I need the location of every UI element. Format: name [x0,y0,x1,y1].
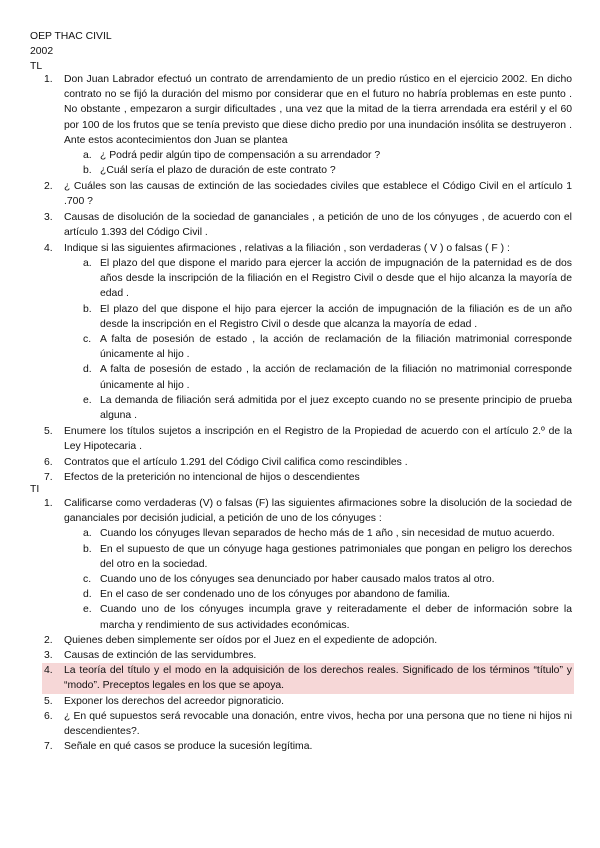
sub-question [83,587,572,602]
sub-question [83,256,572,302]
header-title: OEP THAC CIVIL [30,31,112,42]
question-number: 7. [44,741,53,753]
sub-question-text: En el caso de ser condenado uno de los cónyuges por abandono de familia. [100,589,451,601]
sub-question [83,542,572,572]
sub-question-letter: b. [83,543,92,555]
sub-question-letter: d. [83,589,92,601]
question-text: Causas de extinción de las servidumbres. [64,650,257,662]
sub-question-text: Cuando uno de los cónyuges sea denunciado por haber causado malos tratos al otro. [100,574,495,586]
tl-question-6 [44,455,572,470]
sub-question-letter: c. [83,574,92,586]
question-text: Calificarse como verdaderas (V) o falsas (F) las siguientes afirmaciones sobre la disolución de la sociedad de gananciales por decisión judicial, a petición de uno de los cónyuges : [64,498,572,525]
sub-question [83,393,572,423]
tl-question-7 [44,470,572,485]
sub-question [83,148,572,163]
question-number: 1. [44,498,53,509]
sub-question-letter: a. [83,257,92,269]
ti-question-list [44,496,572,754]
sub-question-text: Cuando los cónyuges llevan separados de hecho más de 1 año , sin necesidad de mutuo acuerdo. [100,528,555,540]
question-text: Señale en qué casos se produce la sucesión legítima. [64,741,313,753]
question-text: Exponer los derechos del acreedor pignoraticio. [64,695,285,707]
sub-question [83,526,572,541]
sub-question-text: El plazo del que dispone el marido para ejercer la acción de impugnación de la paternidad es de dos años desde la inscripción de la filiación en el Registro Civil o desde que el hijo alcanza la mayoría de edad . [100,257,572,300]
tl-question-2 [44,179,572,209]
question-number: 2. [44,180,53,192]
sub-question-text: A falta de posesión de estado , la acción de reclamación de la filiación no matrimonial corresponde únicamente al hijo . [100,364,572,391]
sub-question-text: En el supuesto de que un cónyuge haga gestiones patrimoniales que pongan en peligro los derechos del otro en la sociedad. [100,543,572,570]
question-number: 6. [44,456,53,468]
question-text: Contratos que el artículo 1.291 del Código Civil califica como rescindibles . [64,456,408,468]
question-number: 3. [44,211,53,223]
header-year: 2002 [30,46,54,57]
tl-question-list [44,72,572,485]
header-section-tl: TL [30,61,43,72]
sub-question-letter: b. [83,165,92,177]
question-text: ¿ Cuáles son las causas de extinción de las sociedades civiles que establece el Código Civil en el artículo 1 .700 ? [64,180,572,208]
ti-question-2 [44,633,572,648]
question-number: 3. [44,650,53,662]
question-number: 2. [44,634,53,646]
sub-question-text: ¿ Podrá pedir algún tipo de compensación a su arrendador ? [100,150,381,162]
tl-question-5 [44,424,572,454]
sub-question [83,163,572,178]
sub-question-text: ¿Cuál sería el plazo de duración de este contrato ? [100,165,336,177]
section-title-ti: TI [30,484,40,495]
sub-question-letter: a. [83,150,92,162]
sub-question [83,302,572,332]
sub-question-letter: c. [83,333,92,345]
sub-question [83,362,572,392]
question-text: La teoría del título y el modo en la adquisición de los derechos reales. Significado de los términos “título” y “modo”. Preceptos legales en los que se apoya. [64,665,572,692]
sub-question-text: Cuando uno de los cónyuges incumpla grave y reiteradamente el deber de información sobre la marcha y rendimiento de sus actividades económicas. [100,604,572,631]
tl-question-1 [44,72,572,178]
question-number: 5. [44,695,53,707]
ti-question-4-highlighted [42,663,574,693]
question-text: Efectos de la preterición no intencional de hijos o descendientes [64,472,360,484]
question-number: 5. [44,425,53,437]
sub-question [83,332,572,362]
sub-question [83,572,572,587]
tl-q1-subquestions [64,148,572,178]
sub-question [83,602,572,632]
ti-question-5 [44,694,572,709]
sub-question-text: A falta de posesión de estado , la acción de reclamación de la filiación matrimonial corresponde únicamente al hijo . [100,333,572,361]
question-number: 1. [44,74,53,85]
sub-question-letter: e. [83,604,92,616]
sub-question-letter: b. [83,303,92,315]
ti-question-3 [44,648,572,663]
question-number: 6. [44,710,53,722]
tl-q4-subquestions [64,256,572,423]
ti-question-7 [44,739,572,754]
question-text: Enumere los títulos sujetos a inscripción en el Registro de la Propiedad de acuerdo con el artículo 2.º de la Ley Hipotecaria . [64,425,572,452]
question-number: 7. [44,472,53,484]
ti-question-1 [44,496,572,633]
ti-q1-subquestions [64,526,572,632]
sub-question-text: La demanda de filiación será admitida por el juez excepto cuando no se presente principio de prueba alguna . [100,394,572,421]
sub-question-letter: a. [83,528,92,540]
question-number: 4. [44,665,53,677]
ti-question-6 [44,709,572,739]
tl-question-4 [44,241,572,423]
tl-question-3 [44,210,572,240]
question-number: 4. [44,242,53,254]
sub-question-letter: e. [83,394,92,406]
question-text: Quienes deben simplemente ser oídos por el Juez en el expediente de adopción. [64,634,438,646]
question-text: Don Juan Labrador efectuó un contrato de arrendamiento de un predio rústico en el ejercicio 2002. En dicho contrato no se fijó la duración del mismo por considerar que en el futuro no habría problemas en este punto . No obstante , empezaron a surgir dificultades , una vez que la mitad de la tierra arrendada era estéril y el 60 por 100 de los frutos que se tenía previsto que diese dicho predio por una inundación insólita se destruyeron . Ante estos acontecimientos don Juan se plantea [64,74,572,146]
question-text: Indique si las siguientes afirmaciones , relativas a la filiación , son verdaderas ( V ) o falsas ( F ) : [64,242,510,254]
sub-question-letter: d. [83,364,92,376]
question-text: Causas de disolución de la sociedad de gananciales , a petición de uno de los cónyuges , de acuerdo con el artículo 1.393 del Código Civil . [64,211,572,239]
sub-question-text: El plazo del que dispone el hijo para ejercer la acción de impugnación de la filiación es de un año desde la inscripción en el Registro Civil o desde que alcanza la mayoría de edad . [100,303,572,330]
question-text: ¿ En qué supuestos será revocable una donación, entre vivos, hecha por una persona que no tiene ni hijos ni descendientes?. [64,710,572,738]
